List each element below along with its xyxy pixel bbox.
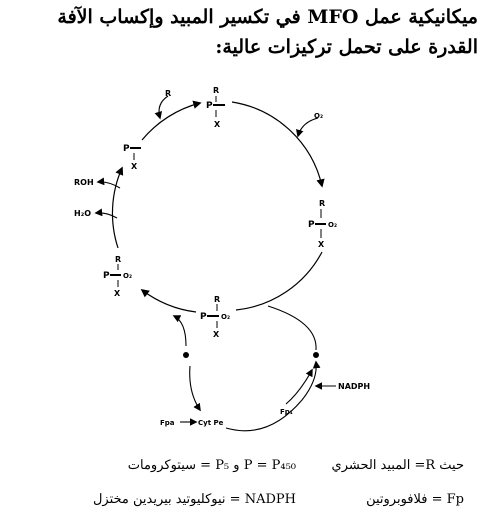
label-x-top: X [214, 120, 221, 129]
r-input-arrow [159, 96, 168, 118]
label-h2o: H₂O [74, 209, 91, 218]
h2o-output-arrow [96, 213, 117, 218]
arc-bottom-lowleft [142, 290, 196, 312]
fp-to-cyt-arc [190, 366, 200, 410]
legend-r-definition: حيث R= المبيد الحشري [331, 458, 464, 473]
label-x-lowleft: X [114, 289, 121, 298]
label-nadph: NADPH [338, 382, 371, 391]
o2-input-arrow [298, 118, 318, 136]
electron-dot-right [313, 352, 319, 358]
label-r-bottom: R [214, 295, 221, 304]
electron-arc-right [268, 306, 316, 350]
label-p-top: P [206, 101, 213, 111]
label-r-top: R [213, 86, 220, 95]
label-r-lowleft: R [115, 255, 122, 264]
label-r-input: R [165, 89, 172, 98]
label-x-left: X [131, 162, 138, 171]
electron-arc-left [174, 316, 186, 346]
electron-dot-left [183, 352, 189, 358]
fp1-to-dot-arc [286, 370, 312, 404]
arc-lowleft-left [112, 168, 122, 248]
fp-cycle-bottom-arc [226, 362, 316, 431]
label-o2-input: O₂ [314, 112, 324, 120]
label-p-bottom: P [200, 312, 207, 322]
label-o2-right: O₂ [328, 221, 338, 229]
legend-p-definition: P = P₄₅₀ و P₅ = سيتوكرومات [127, 458, 296, 473]
heading-line-1: ميكانيكية عمل MFO في تكسير المبيد وإكساب الآفة [57, 6, 478, 28]
label-o2-bottom: O₂ [221, 313, 231, 321]
arc-right-bottom [236, 252, 322, 310]
label-p-left: P [123, 144, 130, 154]
arc-top-right [232, 102, 322, 186]
label-x-bottom: X [213, 330, 220, 339]
label-p-right: P [308, 220, 315, 230]
label-fp1: Fp₁ [280, 408, 293, 416]
legend-fp-definition: Fp = فلافوبروتين [366, 492, 464, 507]
label-fpa: Fpa [160, 419, 175, 427]
heading-line-2: القدرة على تحمل تركيزات عالية: [215, 36, 478, 58]
label-o2-lowleft: O₂ [123, 272, 133, 280]
label-x-right: X [318, 240, 325, 249]
legend-nadph-definition: NADPH = نيوكليوتيد بيريدين مختزل [92, 492, 296, 507]
label-roh: ROH [74, 178, 94, 187]
arc-left-top [142, 103, 200, 140]
label-cyt: Cyt Pe [198, 419, 224, 427]
label-p-lowleft: P [103, 271, 110, 281]
label-r-right: R [319, 199, 326, 208]
